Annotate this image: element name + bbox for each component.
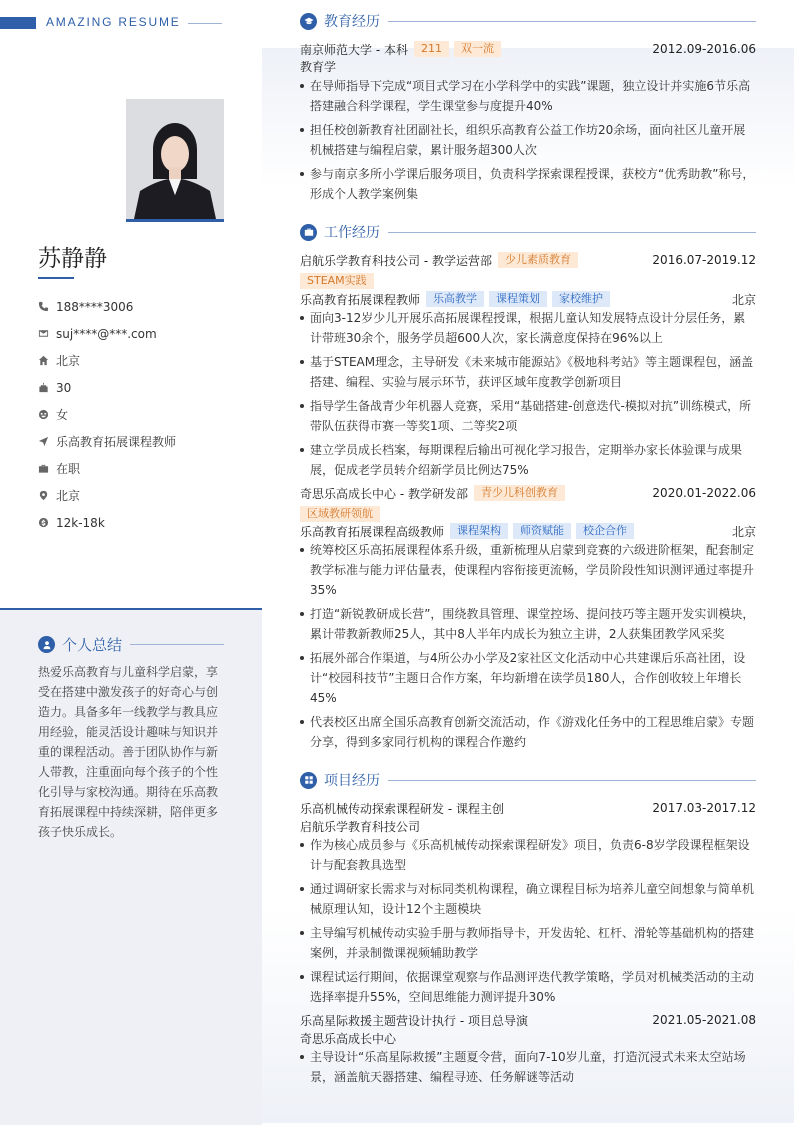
summary-section-header — [38, 634, 224, 655]
job-date: 2016.07-2019.12 — [652, 253, 756, 267]
job-role: 乐高教育拓展课程高级教师 — [300, 524, 445, 539]
list-item: 作为核心成员参与《乐高机械传动探索课程研发》项目，负责6-8岁学段课程框架设计与配套教具选型 — [300, 835, 756, 875]
job-bullets — [300, 308, 756, 484]
info-salary — [38, 509, 253, 536]
job-skill-tag: 校企合作 — [576, 523, 634, 539]
job-tag: 区域教研领航 — [300, 506, 380, 522]
portrait-illustration — [126, 99, 224, 219]
job-date: 2020.01-2022.06 — [652, 486, 756, 500]
project-bullets — [300, 1047, 756, 1091]
brand-text: AMAZING RESUME — [46, 15, 181, 29]
info-city — [38, 482, 253, 509]
info-age — [38, 374, 253, 401]
info-email-value: suj****@***.com — [56, 326, 157, 341]
money-icon — [38, 517, 56, 528]
summary-text: 热爱乐高教育与儿童科学启蒙，享受在搭建中激发孩子的好奇心与创造力。具备多年一线教学与教具应用经验，能灵活设计趣味与知识并重的课程活动。善于团队协作与新人带教，注重面向每个孩子的个性化引导与家校沟通。期待在乐高教育拓展课程中持续深耕，陪伴更多孩子快乐成长。 — [38, 665, 219, 839]
education-major: 教育学 — [300, 59, 337, 74]
education-date: 2012.09-2016.06 — [652, 42, 756, 56]
mail-icon — [38, 328, 56, 339]
job-tag: 少儿素质教育 — [498, 252, 578, 268]
job-tag-row — [300, 505, 756, 523]
list-item: 参与南京多所小学课后服务项目，负责科学探索课程授课，获校方“优秀助教”称号，形成个人教学案例集 — [300, 164, 756, 204]
job-header-row — [300, 251, 756, 269]
info-status — [38, 455, 253, 482]
briefcase-icon — [38, 463, 56, 474]
job-header-row — [300, 484, 756, 502]
info-age-value: 30 — [56, 380, 72, 395]
job-company: 奇思乐高成长中心 - 教学研发部 — [300, 486, 468, 501]
projects-divider — [388, 780, 756, 781]
project-date: 2017.03-2017.12 — [652, 801, 756, 815]
list-item: 代表校区出席全国乐高教育创新交流活动，作《游戏化任务中的工程思维启蒙》专题分享，得到多家同行机构的课程合作邀约 — [300, 712, 756, 752]
projects-section-header — [300, 770, 756, 790]
projects-title: 项目经历 — [324, 773, 380, 789]
job-city: 北京 — [731, 524, 756, 539]
job-city: 北京 — [731, 292, 756, 307]
job-company: 启航乐学教育科技公司 - 教学运营部 — [300, 253, 492, 268]
info-gender-value: 女 — [56, 408, 69, 422]
cake-icon — [38, 382, 56, 393]
brand-divider — [188, 23, 222, 24]
job-skill-tag: 师资赋能 — [513, 523, 571, 539]
grid-icon — [300, 772, 317, 789]
info-salary-value: 12k-18k — [56, 515, 105, 530]
info-home — [38, 347, 253, 374]
job-skill-tag: 课程策划 — [489, 291, 547, 307]
project-header-row — [300, 799, 756, 817]
info-position — [38, 428, 253, 455]
profile-photo — [126, 99, 224, 222]
home-icon — [38, 355, 56, 366]
work-divider — [388, 232, 756, 233]
project-name: 乐高星际救援主题营设计执行 - 项目总导演 — [300, 1013, 528, 1028]
job-skill-tag: 乐高教学 — [426, 291, 484, 307]
phone-icon — [38, 301, 56, 312]
user-icon — [38, 636, 55, 653]
job-skill-tag: 家校维护 — [552, 291, 610, 307]
job-tag: 青少儿科创教育 — [474, 485, 565, 501]
list-item: 基于STEAM理念，主导研发《未来城市能源站》《极地科考站》等主题课程包，涵盖搭建、编程、实验与展示环节，获评区域年度教学创新项目 — [300, 352, 756, 392]
list-item: 课程试运行期间，依据课堂观察与作品测评迭代教学策略，学员对机械类活动的主动选择率提升55%，空间思维能力测评提升30% — [300, 967, 756, 1007]
job-skill-tag: 课程架构 — [450, 523, 508, 539]
job-role-row — [300, 522, 756, 540]
info-phone-value: 188****3006 — [56, 299, 134, 314]
info-status-value: 在职 — [56, 462, 81, 476]
list-item: 拓展外部合作渠道，与4所公办小学及2家社区文化活动中心共建课后乐高社团，设计“校园科技节”主题日合作方案，年均新增在读学员180人，合作创收较上年增长45% — [300, 648, 756, 708]
list-item: 主导设计“乐高星际救援”主题夏令营，面向7-10岁儿童，打造沉浸式未来太空站场景，涵盖航天器搭建、编程寻迹、任务解谜等活动 — [300, 1047, 756, 1087]
summary-divider — [130, 644, 224, 645]
project-header-row — [300, 1011, 756, 1029]
education-section-header — [300, 11, 756, 31]
project-name: 乐高机械传动探索课程研发 - 课程主创 — [300, 801, 504, 816]
name-underline — [38, 277, 74, 279]
job-bullets — [300, 540, 756, 756]
list-item: 打造“新锐教研成长营”，围绕教具管理、课堂控场、提问技巧等主题开发实训模块，累计带教新教师25人，其中8人半年内成长为独立主讲，2人获集团教学风采奖 — [300, 604, 756, 644]
info-email — [38, 320, 253, 347]
list-item: 建立学员成长档案，每期课程后输出可视化学习报告，定期举办家长体验课与成果展，促成老学员转介绍新学员比例达75% — [300, 440, 756, 480]
info-home-value: 北京 — [56, 354, 81, 368]
list-item: 主导编写机械传动实验手册与教师指导卡，开发齿轮、杠杆、滑轮等基础机构的搭建案例，并录制微课视频辅助教学 — [300, 923, 756, 963]
work-title: 工作经历 — [324, 225, 380, 241]
list-item: 通过调研家长需求与对标同类机构课程，确立课程目标为培养儿童空间想象与简单机械原理认知，设计12个主题模块 — [300, 879, 756, 919]
job-role: 乐高教育拓展课程教师 — [300, 292, 421, 307]
face-icon — [38, 409, 56, 420]
education-major-row — [300, 57, 756, 75]
list-item: 面向3-12岁少儿开展乐高拓展课程授课，根据儿童认知发展特点设计分层任务，累计带班30余个，服务学员超600人次，家长满意度保持在96%以上 — [300, 308, 756, 348]
location-icon — [38, 490, 56, 501]
project-org: 奇思乐高成长中心 — [300, 1031, 397, 1046]
info-phone — [38, 293, 253, 320]
job-tag-row — [300, 272, 756, 290]
education-tag: 211 — [414, 41, 449, 57]
education-divider — [388, 21, 756, 22]
info-gender — [38, 401, 253, 428]
person-name: 苏静静 — [38, 246, 107, 272]
education-tag: 双一流 — [454, 41, 501, 57]
project-org: 启航乐学教育科技公司 — [300, 819, 421, 834]
list-item: 指导学生备战青少年机器人竞赛，采用“基础搭建-创意迭代-模拟对抗”训练模式，所带队伍获得市赛一等奖1项、二等奖2项 — [300, 396, 756, 436]
sidebar — [0, 0, 262, 1123]
summary-title: 个人总结 — [62, 636, 123, 654]
education-header-row — [300, 40, 756, 58]
brand-bar — [0, 17, 36, 29]
list-item: 担任校创新教育社团副社长，组织乐高教育公益工作坊20余场，面向社区儿童开展机械搭建与编程启蒙，累计服务超300人次 — [300, 120, 756, 160]
education-school: 南京师范大学 - 本科 — [300, 42, 408, 57]
info-city-value: 北京 — [56, 489, 81, 503]
education-title: 教育经历 — [324, 14, 380, 30]
list-item: 统筹校区乐高拓展课程体系升级，重新梳理从启蒙到竞赛的六级进阶框架，配套制定教学标准与能力评估量表，使课程内容衔接更流畅，学员阶段性知识测评通过率提升35% — [300, 540, 756, 600]
list-item: 在导师指导下完成“项目式学习在小学科学中的实践”课题，独立设计并实施6节乐高搭建融合科学课程，学生课堂参与度提升40% — [300, 76, 756, 116]
job-tag: STEAM实践 — [300, 273, 374, 289]
job-role-row — [300, 290, 756, 308]
project-date: 2021.05-2021.08 — [652, 1013, 756, 1027]
contact-info-list — [38, 293, 253, 536]
work-section-header — [300, 222, 756, 242]
project-org-row — [300, 817, 756, 835]
briefcase-icon — [300, 224, 317, 241]
graduation-cap-icon — [300, 13, 317, 30]
project-bullets — [300, 835, 756, 1011]
education-bullets — [300, 76, 756, 208]
send-icon — [38, 436, 56, 447]
info-position-value: 乐高教育拓展课程教师 — [56, 435, 177, 449]
project-org-row — [300, 1029, 756, 1047]
